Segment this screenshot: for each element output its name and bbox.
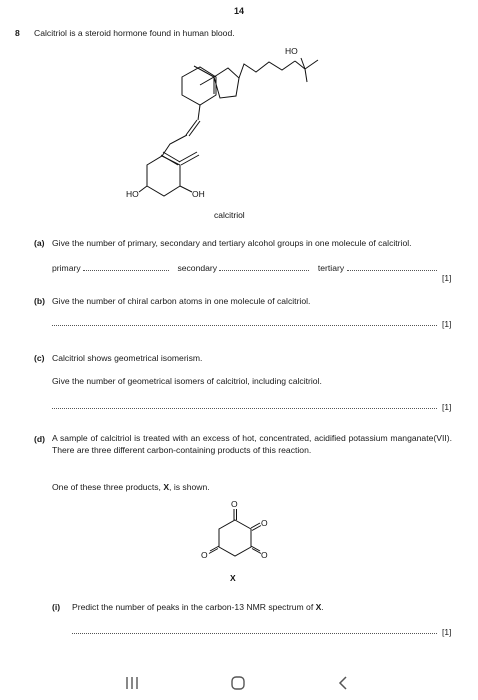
sub-i-post: . (321, 602, 324, 612)
ring-d (214, 68, 239, 98)
side-chain (239, 61, 295, 78)
ho-left-bond (139, 186, 147, 192)
part-a-answer-line (52, 262, 450, 273)
navigation-bar (0, 666, 478, 700)
shown-post: , is shown. (169, 482, 210, 492)
oxygen-right-lower: O (261, 550, 268, 560)
part-a-text: Give the number of primary, secondary and tertiary alcohol groups in one molecule of calcitriol. (52, 238, 412, 248)
home-icon[interactable] (230, 675, 246, 691)
part-d-text: A sample of calcitriol is treated with an excess of hot, concentrated, acidified potassium manganate(VII). There are three different carbon-containing products of this reaction. (52, 433, 452, 455)
part-c-mark: [1] (442, 402, 452, 412)
part-b-answer-blank[interactable] (52, 317, 437, 326)
sub-i-x: X (315, 602, 322, 612)
ring-a (147, 156, 180, 196)
oxygen-top: O (231, 499, 238, 509)
primary-answer-blank[interactable] (83, 262, 169, 271)
ho-top-label: HO (285, 46, 298, 56)
question-number: 8 (15, 28, 20, 38)
sub-i-label: (i) (52, 602, 61, 612)
ring-c (182, 67, 216, 105)
methylene-bond-b (181, 155, 199, 165)
structure-caption: calcitriol (214, 210, 245, 220)
question-intro: Calcitriol is a steroid hormone found in human blood. (34, 28, 235, 38)
oh-right-bond (180, 186, 192, 192)
ring-c-upper-bond (200, 77, 214, 94)
part-c-answer-blank[interactable] (52, 400, 437, 409)
tertiary-label: tertiary (317, 263, 345, 273)
part-a-label: (a) (34, 238, 45, 248)
primary-label: primary (52, 263, 81, 273)
ho-left-label: HO (126, 189, 139, 199)
tertiary-answer-blank[interactable] (347, 262, 437, 271)
methyl-down-bond (305, 69, 307, 82)
oxygen-right-upper: O (261, 518, 268, 528)
product-x-label: X (230, 573, 236, 583)
product-ring (219, 520, 251, 556)
methyl-bond (194, 66, 214, 77)
oxygen-left: O (201, 550, 208, 560)
part-c-label: (c) (34, 353, 45, 363)
sub-i-text-pre: Predict the number of peaks in the carbon-13 NMR spectrum of (72, 602, 314, 612)
methyl-right-bond (305, 60, 318, 69)
part-d-label: (d) (34, 434, 45, 444)
sub-i-mark: [1] (442, 627, 452, 637)
methylene-bond-a (179, 152, 197, 162)
shown-pre: One of these three products, (52, 482, 161, 492)
page-number: 14 (233, 6, 244, 16)
secondary-label: secondary (177, 263, 218, 273)
secondary-answer-blank[interactable] (219, 262, 309, 271)
chain-link (162, 135, 187, 156)
back-icon[interactable] (336, 675, 350, 691)
calcitriol-structure (120, 40, 350, 225)
shown-x: X (163, 482, 170, 492)
sub-i-answer-blank[interactable] (72, 625, 437, 634)
sub-i-text (72, 602, 324, 612)
ring-link-bond (198, 105, 200, 120)
product-x-structure (195, 496, 285, 588)
part-b-mark: [1] (442, 319, 452, 329)
oh-right-label: OH (192, 189, 205, 199)
part-d-shown-line (52, 482, 210, 492)
part-b-label: (b) (34, 296, 45, 306)
part-b-text: Give the number of chiral carbon atoms in one molecule of calcitriol. (52, 296, 311, 306)
part-c-text1: Calcitriol shows geometrical isomerism. (52, 353, 203, 363)
recent-apps-icon[interactable] (124, 676, 140, 690)
part-a-mark: [1] (442, 273, 452, 283)
part-c-text2: Give the number of geometrical isomers of calcitriol, including calcitriol. (52, 376, 322, 386)
